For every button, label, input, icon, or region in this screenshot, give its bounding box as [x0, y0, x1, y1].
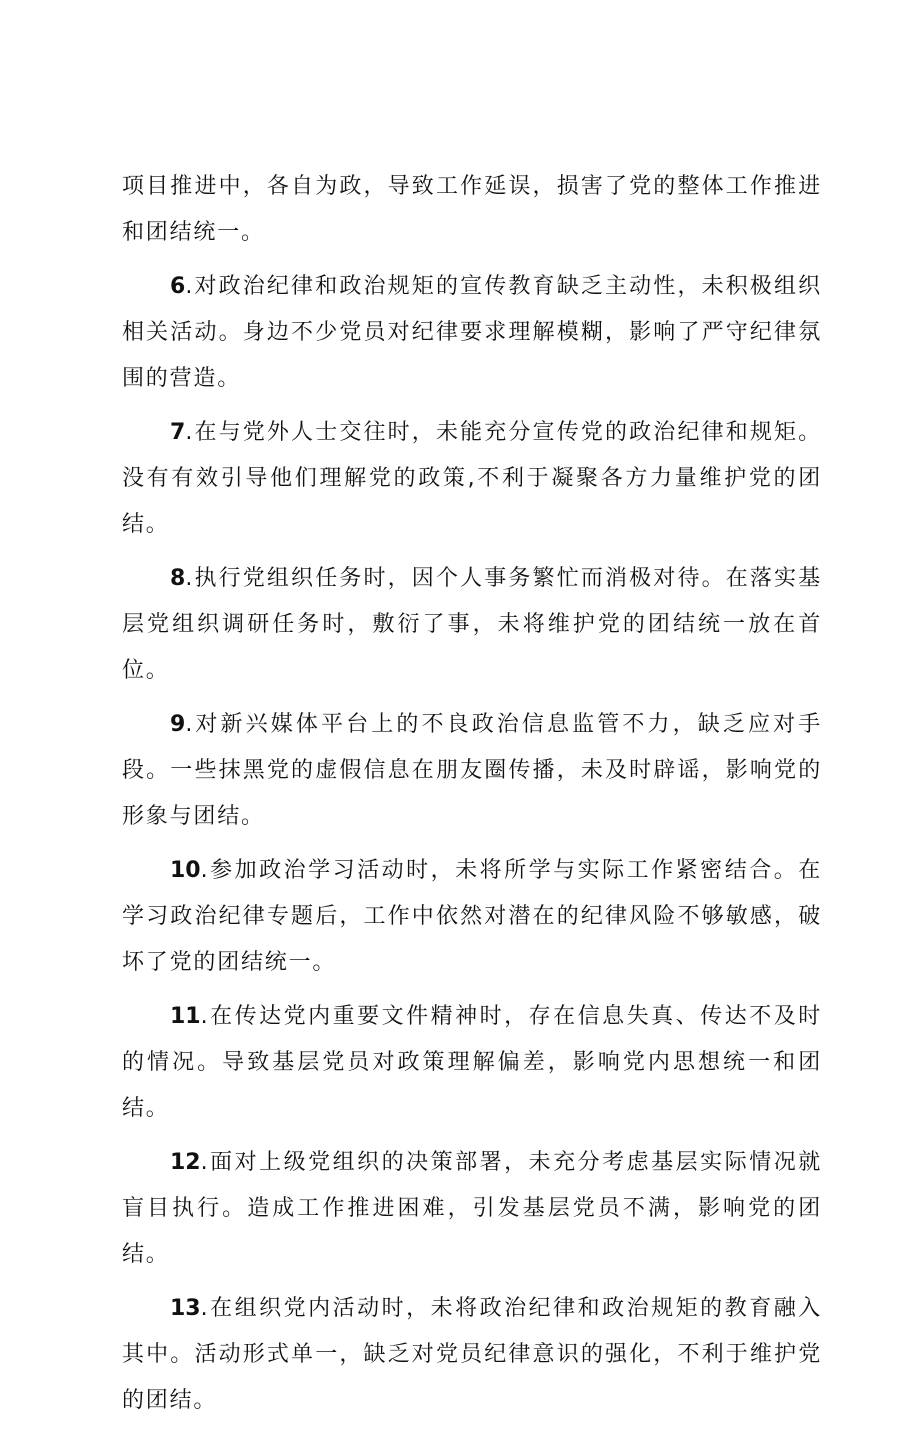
item-number: 9 [170, 712, 186, 737]
list-item-12 [122, 1140, 822, 1278]
item-number: 6 [170, 274, 186, 299]
list-item-7 [122, 410, 822, 548]
item-number: 13 [170, 1296, 201, 1321]
item-text: .执行党组织任务时，因个人事务繁忙而消极对待。在落实基层党组织调研任务时，敷衍了事，未将维护党的团结统一放在首位。 [122, 566, 822, 683]
list-item-6 [122, 264, 822, 402]
item-text: .在传达党内重要文件精神时，存在信息失真、传达不及时的情况。导致基层党员对政策理解偏差，影响党内思想统一和团结。 [122, 1004, 822, 1121]
item-number: 10 [170, 858, 201, 883]
continuation-paragraph: 项目推进中，各自为政，导致工作延误，损害了党的整体工作推进和团结统一。 [122, 174, 822, 245]
list-item-8 [122, 556, 822, 694]
item-number: 7 [170, 420, 186, 445]
list-item-13 [122, 1286, 822, 1424]
item-text: .参加政治学习活动时，未将所学与实际工作紧密结合。在学习政治纪律专题后，工作中依然对潜在的纪律风险不够敏感，破坏了党的团结统一。 [122, 858, 822, 975]
document-body [122, 164, 822, 1432]
list-item-9 [122, 702, 822, 840]
item-text: .对新兴媒体平台上的不良政治信息监管不力，缺乏应对手段。一些抹黑党的虚假信息在朋友圈传播，未及时辟谣，影响党的形象与团结。 [122, 712, 822, 829]
item-number: 12 [170, 1150, 201, 1175]
item-number: 8 [170, 566, 186, 591]
item-text: .在组织党内活动时，未将政治纪律和政治规矩的教育融入其中。活动形式单一，缺乏对党员纪律意识的强化，不利于维护党的团结。 [122, 1296, 822, 1413]
item-text: .面对上级党组织的决策部署，未充分考虑基层实际情况就盲目执行。造成工作推进困难，引发基层党员不满，影响党的团结。 [122, 1150, 822, 1267]
item-number: 11 [170, 1004, 201, 1029]
list-item-11 [122, 994, 822, 1132]
item-text: .对政治纪律和政治规矩的宣传教育缺乏主动性，未积极组织相关活动。身边不少党员对纪律要求理解模糊，影响了严守纪律氛围的营造。 [122, 274, 822, 391]
list-item-10 [122, 848, 822, 986]
item-text: .在与党外人士交往时，未能充分宣传党的政治纪律和规矩。没有有效引导他们理解党的政策,不利于凝聚各方力量维护党的团结。 [122, 420, 822, 537]
